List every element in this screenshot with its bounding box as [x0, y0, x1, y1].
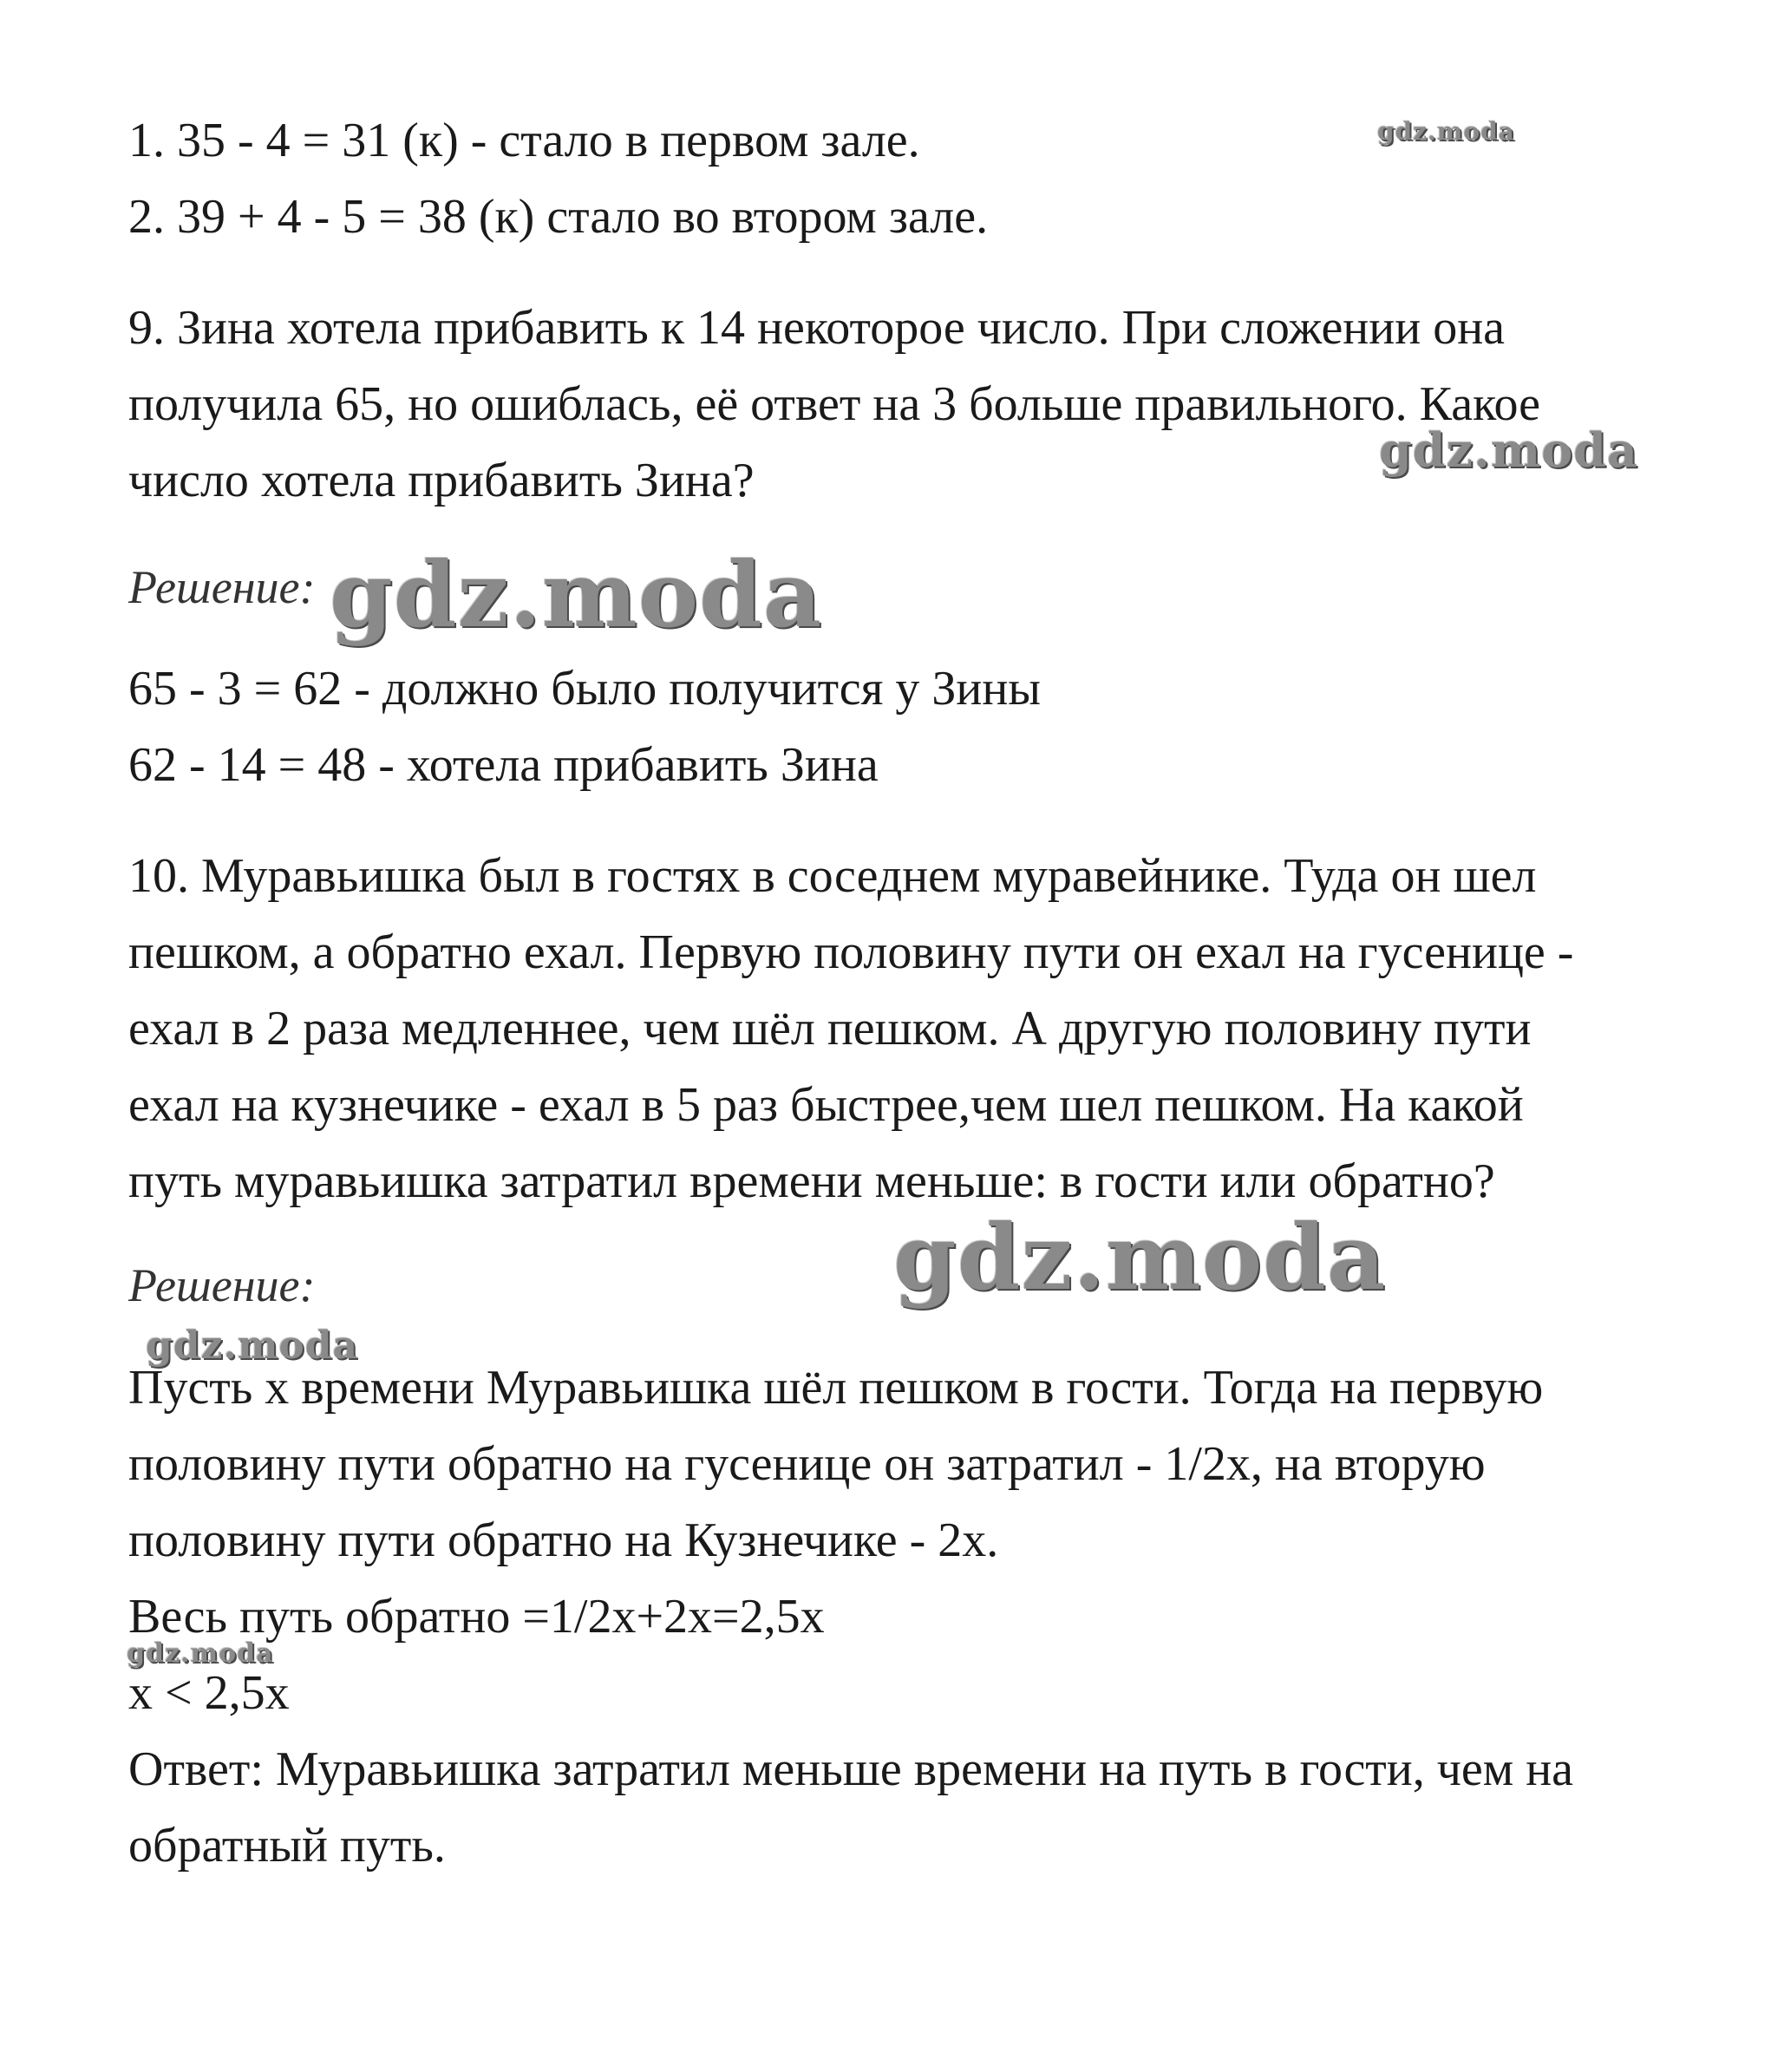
solution-line: 65 - 3 = 62 - должно было получится у Зины: [128, 662, 1041, 716]
problem-10-text: 10. Муравьишка был в гостях в соседнем муравейнике. Туда он шел: [128, 849, 1537, 903]
problem-9-text: 9. Зина хотела прибавить к 14 некоторое число. При сложении она: [128, 301, 1506, 355]
text-line: 2. 39 + 4 - 5 = 38 (к) стало во втором зале.: [128, 190, 989, 244]
problem-10-text: ехал в 2 раза медленнее, чем шёл пешком. А другую половину пути: [128, 1002, 1532, 1056]
problem-10-text: путь муравьишка затратил времени меньше: в гости или обратно?: [128, 1154, 1495, 1208]
solution-label: Решение:: [128, 561, 316, 613]
solution-line: х < 2,5х: [128, 1666, 290, 1720]
solution-line: половину пути обратно на Кузнечике - 2х.: [128, 1513, 999, 1567]
watermark: gdz.moda: [893, 1204, 1387, 1311]
watermark: gdz.moda: [146, 1324, 359, 1368]
problem-9-text: число хотела прибавить Зина?: [128, 454, 755, 507]
problem-9-text: получила 65, но ошиблась, её ответ на 3 больше правильного. Какое: [128, 377, 1541, 431]
answer-line: обратный путь.: [128, 1819, 446, 1873]
solution-line: 62 - 14 = 48 - хотела прибавить Зина: [128, 738, 879, 792]
watermark: gdz.moda: [1377, 117, 1515, 146]
solution-line: Пусть х времени Муравьишка шёл пешком в гости. Тогда на первую: [128, 1361, 1544, 1415]
watermark: gdz.moda: [330, 541, 823, 648]
solution-line: Весь путь обратно =1/2х+2х=2,5х: [128, 1590, 825, 1644]
problem-10-text: пешком, а обратно ехал. Первую половину пути он ехал на гусенице -: [128, 925, 1574, 979]
solution-line: половину пути обратно на гусенице он затратил - 1/2х, на вторую: [128, 1437, 1486, 1491]
problem-10-text: ехал на кузнечике - ехал в 5 раз быстрее,чем шел пешком. На какой: [128, 1078, 1524, 1132]
watermark: gdz.moda: [1379, 422, 1638, 478]
text-line: 1. 35 - 4 = 31 (к) - стало в первом зале.: [128, 114, 920, 167]
answer-line: Ответ: Муравьишка затратил меньше времени на путь в гости, чем на: [128, 1742, 1574, 1796]
solution-label: Решение:: [128, 1259, 316, 1311]
watermark: gdz.moda: [127, 1638, 274, 1669]
